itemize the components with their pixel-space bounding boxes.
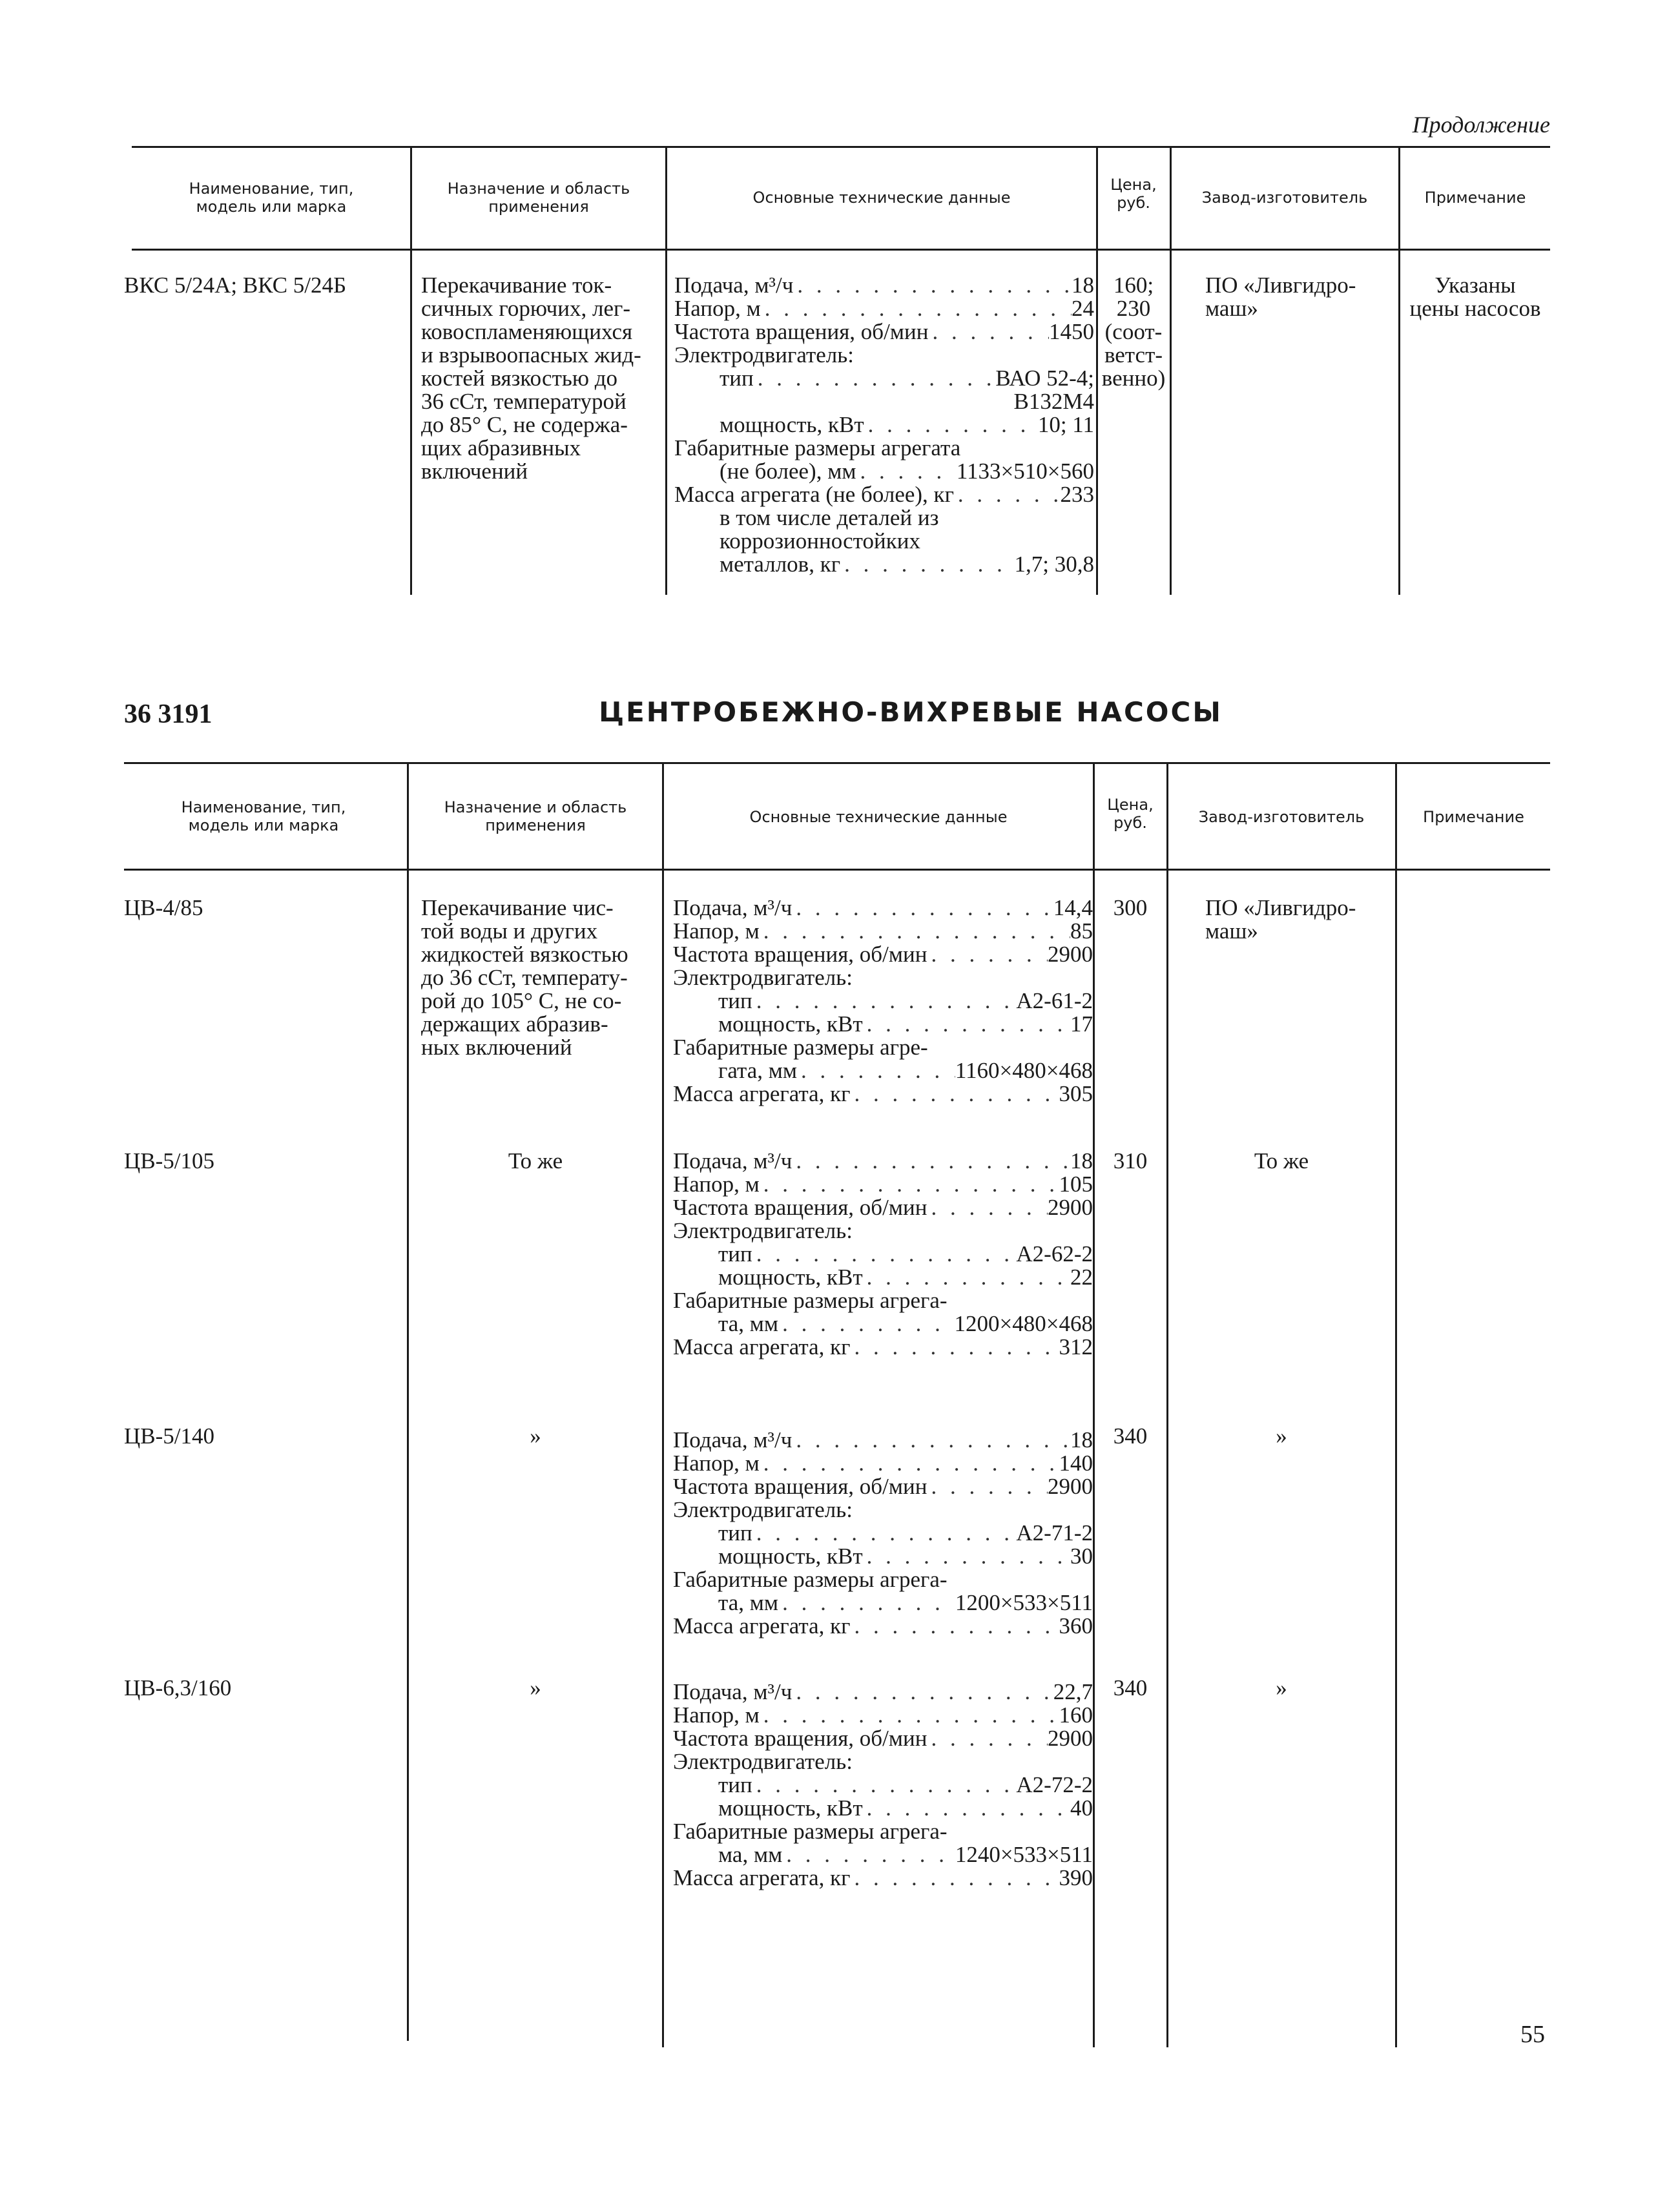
tech-label: Габаритные размеры агрега- (673, 1567, 948, 1592)
tech-power (673, 1013, 1093, 1036)
table1-col-divider (665, 146, 667, 595)
tech-feed (673, 1680, 1093, 1704)
tech-head (674, 297, 1094, 320)
tech-value: 18 (1072, 273, 1094, 298)
tech-type-alt (674, 390, 1094, 413)
tech-dims-label (673, 1568, 1093, 1591)
table2-col-divider (407, 762, 409, 2041)
product-maker: То же (1254, 1148, 1309, 1173)
header-maker: Завод-изготовитель (1201, 189, 1368, 207)
tech-label: Масса агрегата, кг (673, 1865, 851, 1890)
tech-value: 1200×533×511 (955, 1590, 1093, 1615)
tech-value: 18 (1070, 1427, 1093, 1452)
table1-header-rule (132, 249, 1550, 251)
header-purpose: Назначение и область применения (444, 798, 627, 834)
tech-label: мощность, кВт (718, 1011, 863, 1037)
tech-label: Напор, м (673, 918, 760, 944)
product-maker: ПО «Ливгидро- маш» (1205, 273, 1356, 321)
product-maker: ПО «Ливгидро- маш» (1205, 895, 1356, 944)
tech-type (673, 1243, 1093, 1266)
tech-value: 2900 (1048, 1195, 1093, 1220)
product-name: ЦВ-4/85 (124, 895, 203, 920)
tech-incl2 (674, 530, 1094, 553)
tech-label: в том числе деталей из (720, 505, 939, 530)
tech-value: 1200×480×468 (954, 1311, 1093, 1336)
tech-value: 233 (1060, 482, 1094, 507)
tech-motor (674, 344, 1094, 367)
tech-label: Габаритные размеры агре- (673, 1035, 928, 1060)
tech-type (673, 1522, 1093, 1545)
section-title: ЦЕНТРОБЕЖНО-ВИХРЕВЫЕ НАСОСЫ (599, 696, 1223, 728)
tech-label: коррозионностойких (720, 528, 920, 553)
tech-rpm (674, 320, 1094, 344)
tech-value: А2-62-2 (1016, 1241, 1093, 1266)
header-note: Примечание (1423, 808, 1524, 826)
tech-rpm (673, 1475, 1093, 1498)
product-purpose: » (530, 1423, 541, 1449)
tech-value: 2900 (1048, 1726, 1093, 1751)
table1-col-divider (1170, 146, 1172, 595)
tech-label: тип (718, 1241, 752, 1266)
tech-label: Подача, м³/ч (673, 1148, 792, 1173)
tech-label: тип (718, 988, 752, 1013)
product-name: ЦВ-5/105 (124, 1148, 214, 1173)
header-note: Примечание (1424, 189, 1526, 207)
product-name: ЦВ-5/140 (124, 1423, 214, 1449)
tech-motor (673, 1750, 1093, 1773)
tech-head (673, 1704, 1093, 1727)
tech-label: Частота вращения, об/мин (673, 1195, 927, 1220)
tech-label: Напор, м (673, 1451, 760, 1476)
table2-top-rule (124, 762, 1550, 764)
tech-label: та, мм (718, 1311, 779, 1336)
tech-value: 17 (1070, 1011, 1093, 1037)
product-price: 300 (1113, 895, 1148, 920)
tech-data (673, 1150, 1093, 1359)
table2-col-divider (1093, 762, 1095, 2047)
tech-value: 14,4 (1053, 895, 1093, 920)
table1-top-rule (132, 146, 1550, 148)
table1-col-divider (410, 146, 412, 595)
tech-value: 40 (1070, 1795, 1093, 1821)
section-code: 36 3191 (124, 699, 212, 729)
table2-col-divider (662, 762, 664, 2047)
table1-col-divider (1398, 146, 1400, 595)
tech-dims-label (673, 1289, 1093, 1312)
tech-motor (673, 966, 1093, 989)
tech-rpm (673, 1727, 1093, 1750)
tech-data (673, 1429, 1093, 1638)
tech-value: 30 (1070, 1544, 1093, 1569)
tech-value: А2-61-2 (1016, 988, 1093, 1013)
product-purpose: » (530, 1675, 541, 1700)
tech-head (673, 1173, 1093, 1196)
tech-label: Масса агрегата, кг (673, 1334, 851, 1359)
tech-label: Подача, м³/ч (673, 895, 792, 920)
product-name: ВКС 5/24А; ВКС 5/24Б (124, 273, 347, 298)
product-price: 160; 230 (соот- ветст- венно) (1101, 273, 1166, 391)
tech-dims (673, 1843, 1093, 1866)
tech-value: 305 (1059, 1081, 1093, 1106)
tech-value: В132М4 (1013, 389, 1094, 414)
tech-mass (673, 1615, 1093, 1638)
header-tech: Основные технические данные (749, 808, 1008, 826)
product-purpose: Перекачивание ток- сичных горючих, лег- ковоспламеняющихся и взрывоопасных жид- костей вязкостью до 36 сСт, температурой до 85° С, не содержа- щих абразивных включений (421, 273, 641, 484)
tech-type (673, 1773, 1093, 1797)
tech-label: Электродвигатель: (674, 342, 854, 367)
tech-value: 312 (1059, 1334, 1093, 1359)
tech-power (673, 1266, 1093, 1289)
tech-dims (673, 1312, 1093, 1336)
tech-dims (673, 1591, 1093, 1615)
tech-label: мощность, кВт (718, 1795, 863, 1821)
table2-col-divider (1166, 762, 1168, 2047)
tech-feed (673, 1429, 1093, 1452)
tech-label: тип (720, 366, 754, 391)
tech-value: 140 (1059, 1451, 1093, 1476)
tech-rpm (673, 943, 1093, 966)
product-note: Указаны цены насосов (1409, 273, 1541, 321)
tech-mass (673, 1082, 1093, 1106)
tech-value: 390 (1059, 1865, 1093, 1890)
tech-dims (674, 460, 1094, 483)
product-maker: » (1276, 1675, 1287, 1700)
tech-value: 24 (1072, 296, 1094, 321)
tech-mass (673, 1336, 1093, 1359)
tech-dims-label (673, 1820, 1093, 1843)
tech-label: Частота вращения, об/мин (673, 942, 927, 967)
tech-power (673, 1545, 1093, 1568)
tech-data (673, 896, 1093, 1106)
tech-incl1 (674, 506, 1094, 530)
tech-value: 105 (1059, 1172, 1093, 1197)
tech-label: Подача, м³/ч (673, 1679, 792, 1704)
tech-label: Габаритные размеры агрега- (673, 1288, 948, 1313)
header-purpose: Назначение и область применения (447, 180, 630, 216)
tech-feed (674, 274, 1094, 297)
header-name: Наименование, тип, модель или марка (189, 180, 354, 216)
tech-label: мощность, кВт (718, 1544, 863, 1569)
tech-feed (673, 896, 1093, 920)
tech-dims-label (673, 1036, 1093, 1059)
tech-feed (673, 1150, 1093, 1173)
tech-label: Подача, м³/ч (674, 273, 794, 298)
tech-label: ма, мм (718, 1842, 783, 1867)
tech-label: (не более), мм (720, 459, 856, 484)
tech-label: тип (718, 1772, 752, 1797)
tech-data (674, 274, 1094, 576)
tech-mass (673, 1866, 1093, 1890)
continuation-label: Продолжение (1412, 112, 1550, 138)
header-price: Цена, руб. (1107, 796, 1154, 832)
tech-value: 1160×480×468 (955, 1058, 1093, 1083)
tech-power (673, 1797, 1093, 1820)
header-maker: Завод-изготовитель (1198, 808, 1365, 826)
tech-label: мощность, кВт (720, 412, 864, 437)
tech-dims (673, 1059, 1093, 1082)
tech-value: 85 (1070, 918, 1093, 944)
tech-value: 2900 (1048, 1474, 1093, 1499)
tech-label: Электродвигатель: (673, 965, 853, 990)
header-price: Цена, руб. (1110, 176, 1157, 212)
tech-value: 10; 11 (1037, 412, 1094, 437)
tech-value: А2-71-2 (1016, 1520, 1093, 1545)
tech-label: гата, мм (718, 1058, 798, 1083)
tech-value: 2900 (1048, 942, 1093, 967)
tech-label: Частота вращения, об/мин (674, 319, 929, 344)
product-name: ЦВ-6,3/160 (124, 1675, 232, 1700)
tech-label: тип (718, 1520, 752, 1545)
product-price: 340 (1113, 1423, 1148, 1449)
product-purpose: То же (508, 1148, 563, 1173)
tech-value: 1133×510×560 (956, 459, 1094, 484)
product-price: 340 (1113, 1675, 1148, 1700)
tech-label: Габаритные размеры агрегата (674, 435, 961, 460)
tech-label: Напор, м (673, 1702, 760, 1728)
table2-header-rule (124, 869, 1550, 871)
tech-type (673, 989, 1093, 1013)
tech-incl3 (674, 553, 1094, 576)
tech-value: 1240×533×511 (955, 1842, 1093, 1867)
tech-value: 22 (1070, 1265, 1093, 1290)
tech-value: 160 (1059, 1702, 1093, 1728)
header-name: Наименование, тип, модель или марка (181, 798, 346, 834)
tech-motor (673, 1219, 1093, 1243)
tech-mass (674, 483, 1094, 506)
tech-label: Масса агрегата, кг (673, 1613, 851, 1638)
tech-label: Габаритные размеры агрега- (673, 1819, 948, 1844)
tech-label: Напор, м (673, 1172, 760, 1197)
tech-motor (673, 1498, 1093, 1522)
tech-label: металлов, кг (720, 552, 841, 577)
tech-label: та, мм (718, 1590, 779, 1615)
tech-power (674, 413, 1094, 437)
tech-data (673, 1680, 1093, 1890)
tech-type (674, 367, 1094, 390)
tech-label: Электродвигатель: (673, 1497, 853, 1522)
tech-label: Напор, м (674, 296, 761, 321)
tech-value: 1450 (1049, 319, 1094, 344)
tech-head (673, 920, 1093, 943)
tech-label: Электродвигатель: (673, 1218, 853, 1243)
tech-value: ВАО 52-4; (995, 366, 1094, 391)
tech-dims-label (674, 437, 1094, 460)
tech-label: Частота вращения, об/мин (673, 1474, 927, 1499)
product-maker: » (1276, 1423, 1287, 1449)
tech-label: мощность, кВт (718, 1265, 863, 1290)
table2-col-divider (1395, 762, 1397, 2047)
tech-value: 360 (1059, 1613, 1093, 1638)
tech-head (673, 1452, 1093, 1475)
tech-label: Масса агрегата, кг (673, 1081, 851, 1106)
tech-label: Подача, м³/ч (673, 1427, 792, 1452)
product-price: 310 (1113, 1148, 1148, 1173)
tech-rpm (673, 1196, 1093, 1219)
tech-value: 18 (1070, 1148, 1093, 1173)
tech-value: 1,7; 30,8 (1014, 552, 1094, 577)
header-tech: Основные технические данные (752, 189, 1011, 207)
tech-value: А2-72-2 (1016, 1772, 1093, 1797)
page-number: 55 (1520, 2021, 1545, 2048)
product-purpose: Перекачивание чис- той воды и других жидкостей вязкостью до 36 сСт, температу- рой до 105° С, не со- держащих абразив- ных включений (421, 895, 628, 1060)
tech-label: Масса агрегата (не более), кг (674, 482, 954, 507)
tech-label: Электродвигатель: (673, 1749, 853, 1774)
tech-value: 22,7 (1053, 1679, 1093, 1704)
tech-label: Частота вращения, об/мин (673, 1726, 927, 1751)
